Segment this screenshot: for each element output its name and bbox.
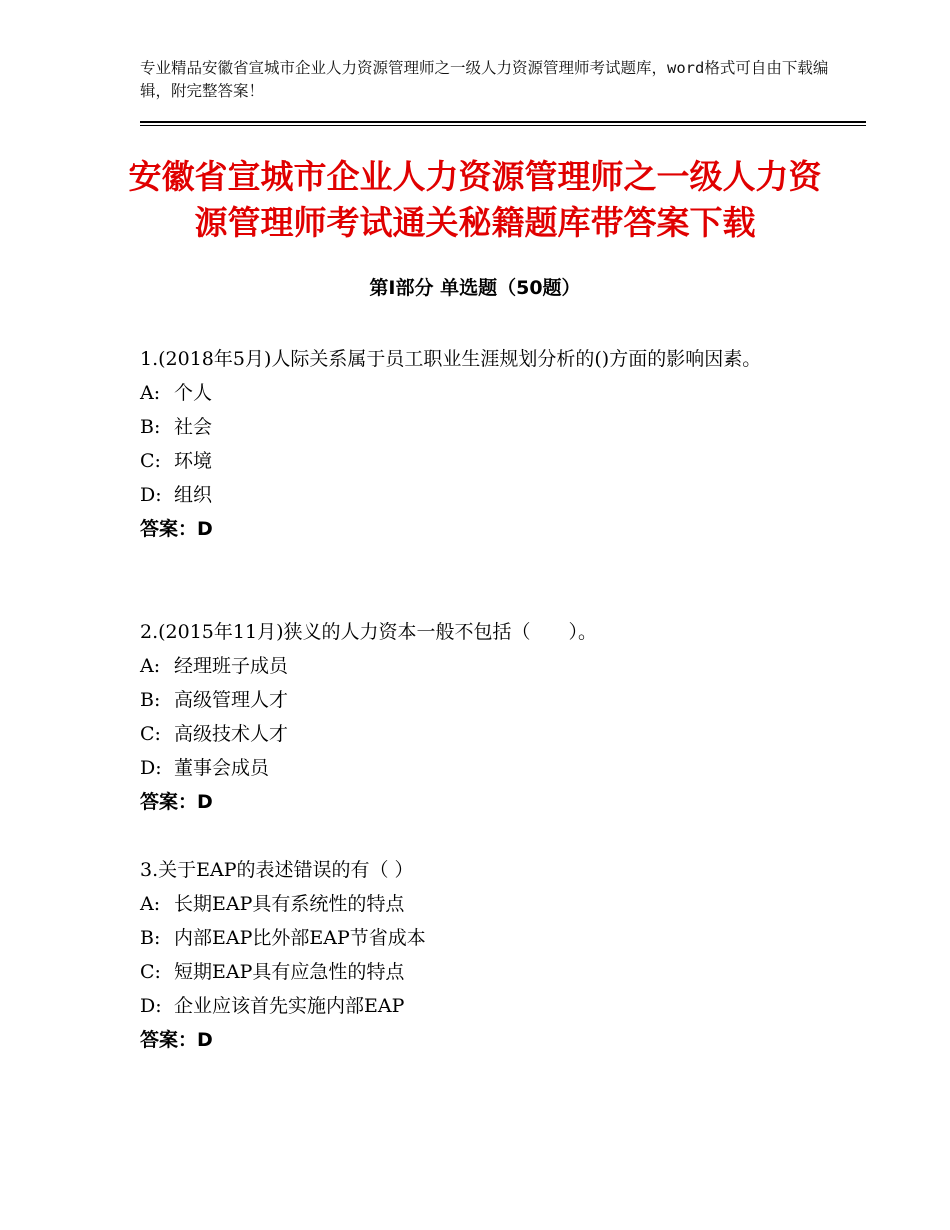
option-text: 董事会成员	[174, 757, 270, 779]
option-c	[140, 955, 820, 989]
option-b	[140, 410, 820, 444]
option-letter: A:	[140, 382, 161, 404]
option-a	[140, 887, 820, 921]
question-2	[140, 615, 820, 819]
answer-label: 答案：D	[140, 518, 213, 540]
question-stem: 1.(2018年5月)人际关系属于员工职业生涯规划分析的()方面的影响因素。	[140, 348, 762, 370]
option-letter: C:	[140, 723, 161, 745]
option-letter: D:	[140, 484, 162, 506]
option-c	[140, 444, 820, 478]
option-letter: C:	[140, 450, 161, 472]
option-letter: C:	[140, 961, 161, 983]
question-stem: 2.(2015年11月)狭义的人力资本一般不包括（ ）。	[140, 621, 597, 643]
option-text: 经理班子成员	[174, 655, 289, 677]
option-text: 组织	[174, 484, 213, 506]
header-rule-thick	[140, 121, 866, 123]
option-text: 环境	[174, 450, 213, 472]
option-letter: D:	[140, 995, 162, 1017]
question-3	[140, 853, 820, 1057]
option-a	[140, 649, 820, 683]
option-letter: A:	[140, 893, 161, 915]
option-d	[140, 478, 820, 512]
option-text: 社会	[174, 416, 213, 438]
option-letter: A:	[140, 655, 161, 677]
header-note: 专业精品安徽省宣城市企业人力资源管理师之一级人力资源管理师考试题库，word格式可自由下载编辑，附完整答案！	[140, 59, 829, 100]
option-d	[140, 751, 820, 785]
option-c	[140, 717, 820, 751]
option-d	[140, 989, 820, 1023]
option-letter: D:	[140, 757, 162, 779]
option-letter: B:	[140, 416, 161, 438]
option-b	[140, 921, 820, 955]
option-text: 企业应该首先实施内部EAP	[174, 995, 405, 1017]
section-heading: 第Ⅰ部分 单选题（50题）	[369, 277, 581, 299]
option-letter: B:	[140, 927, 161, 949]
option-a	[140, 376, 820, 410]
option-b	[140, 683, 820, 717]
option-text: 高级技术人才	[174, 723, 289, 745]
header-rule-thin	[140, 125, 866, 126]
question-1	[140, 342, 820, 546]
answer-label: 答案：D	[140, 1029, 213, 1051]
answer-label: 答案：D	[140, 791, 213, 813]
option-text: 长期EAP具有系统性的特点	[174, 893, 405, 915]
option-text: 短期EAP具有应急性的特点	[174, 961, 405, 983]
option-letter: B:	[140, 689, 161, 711]
option-text: 内部EAP比外部EAP节省成本	[174, 927, 426, 949]
option-text: 高级管理人才	[174, 689, 289, 711]
option-text: 个人	[174, 382, 213, 404]
document-title: 安徽省宣城市企业人力资源管理师之一级人力资源管理师考试通关秘籍题库带答案下载	[128, 157, 822, 242]
question-stem: 3.关于EAP的表述错误的有（ ）	[140, 859, 414, 881]
